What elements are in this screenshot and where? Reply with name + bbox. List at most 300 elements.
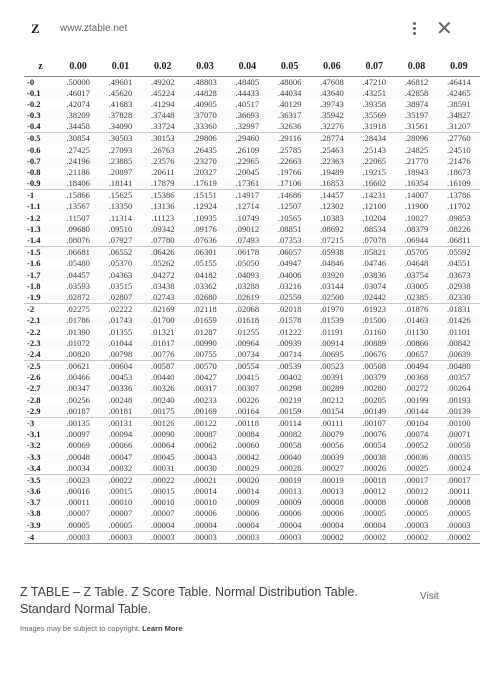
table-cell: .22663 (268, 156, 310, 167)
table-cell: .27425 (66, 144, 90, 155)
table-cell: .00587 (142, 360, 184, 372)
table-cell: .00914 (311, 338, 353, 349)
z-value-cell: -3.4 (24, 463, 57, 475)
table-cell: .00205 (362, 394, 387, 405)
table-row (24, 281, 480, 292)
table-cell: .23885 (99, 156, 141, 167)
table-cell: .00126 (150, 417, 175, 428)
table-cell: .20897 (108, 167, 133, 178)
table-cell: .45620 (99, 88, 141, 99)
table-cell: .16109 (438, 178, 480, 190)
table-cell: .00820 (57, 349, 99, 361)
table-cell: .21476 (438, 156, 480, 167)
table-cell: .00326 (142, 383, 184, 394)
z-value-cell: -2.6 (27, 372, 41, 383)
table-cell: .02018 (277, 304, 302, 315)
table-cell: .30153 (142, 133, 184, 145)
column-header: 0.04 (226, 58, 268, 76)
table-cell: .06426 (142, 247, 184, 259)
z-value-cell: -3.5 (24, 474, 57, 486)
table-cell: .05050 (235, 258, 260, 269)
table-cell: .09510 (99, 224, 141, 235)
table-cell: .00357 (447, 372, 471, 383)
table-cell: .39743 (320, 98, 344, 109)
table-cell: .00169 (184, 406, 226, 418)
learn-more-link[interactable]: Learn More (142, 624, 183, 633)
table-cell: .04272 (142, 269, 184, 280)
table-cell: .01072 (57, 338, 99, 349)
table-cell: .00114 (277, 417, 302, 428)
table-cell: .12302 (311, 201, 353, 212)
z-value-cell: -3.7 (24, 497, 57, 508)
table-cell: .00003 (395, 520, 437, 532)
table-row (24, 156, 480, 167)
z-value-cell: -1.8 (27, 280, 41, 291)
table-cell: .03288 (235, 280, 260, 291)
table-cell: .00003 (142, 531, 184, 543)
table-cell: .00026 (353, 463, 395, 475)
table-cell: .15625 (108, 190, 133, 201)
table-cell: .01287 (193, 326, 217, 337)
table-row (24, 486, 480, 497)
table-row (24, 531, 480, 543)
table-cell: .01390 (66, 326, 90, 337)
table-cell: .00005 (404, 508, 429, 519)
table-cell: .18141 (99, 178, 141, 190)
table-cell: .44034 (268, 88, 310, 99)
table-cell: .22065 (353, 156, 395, 167)
table-cell: .00010 (99, 497, 141, 508)
table-row (24, 76, 480, 88)
column-header: 0.03 (184, 58, 226, 76)
table-cell: .00005 (362, 508, 387, 519)
z-value-cell: -1.5 (24, 247, 57, 259)
table-cell: .31561 (395, 121, 437, 133)
table-cell: .00028 (268, 463, 310, 475)
z-value-cell: -3.6 (27, 485, 41, 496)
table-cell: .00002 (353, 531, 395, 543)
table-cell: .00097 (57, 429, 99, 440)
table-cell: .00003 (226, 531, 268, 543)
table-cell: .34458 (57, 121, 99, 133)
table-cell: .32997 (226, 121, 268, 133)
table-cell: .32636 (268, 121, 310, 133)
table-cell: .00042 (226, 451, 268, 462)
table-cell: .04551 (447, 258, 471, 269)
table-cell: .10565 (277, 212, 302, 223)
copyright-disclaimer (20, 624, 183, 633)
table-row (24, 167, 480, 178)
table-cell: .00079 (311, 429, 353, 440)
table-cell: .39358 (362, 98, 387, 109)
table-cell: .00016 (66, 485, 90, 496)
table-cell: .19489 (320, 167, 344, 178)
z-value-cell: -3.8 (27, 508, 41, 519)
table-cell: .00004 (311, 520, 353, 532)
table-row (24, 133, 480, 145)
table-cell: .00025 (395, 463, 437, 475)
table-cell: .02559 (268, 292, 310, 304)
table-cell: .03593 (66, 280, 90, 291)
table-row (24, 144, 480, 155)
table-cell: .00004 (268, 520, 310, 532)
table-cell: .00104 (404, 417, 429, 428)
table-cell: .11900 (395, 201, 437, 212)
table-cell: .00714 (268, 349, 310, 361)
table-cell: .00015 (108, 485, 133, 496)
z-value-cell: -2.9 (24, 406, 57, 418)
table-cell: .18943 (404, 167, 429, 178)
table-cell: .50000 (66, 76, 90, 87)
table-cell: .00004 (226, 520, 268, 532)
table-cell: .01463 (395, 315, 437, 326)
table-cell: .14686 (277, 190, 302, 201)
more-vert-icon[interactable] (407, 20, 421, 38)
table-cell: .00018 (353, 474, 395, 486)
table-cell: .40517 (235, 98, 260, 109)
z-value-cell: -3.3 (24, 451, 57, 462)
table-cell: .06178 (226, 247, 268, 259)
table-cell: .00032 (99, 463, 141, 475)
table-cell: .23270 (184, 156, 226, 167)
table-cell: .07927 (99, 235, 141, 247)
table-cell: .00069 (66, 440, 90, 451)
z-value-cell: -2.1 (24, 315, 57, 326)
table-cell: .00014 (193, 485, 217, 496)
table-cell: .34090 (99, 121, 141, 133)
table-cell: .01500 (353, 315, 395, 326)
table-cell: .13136 (142, 201, 184, 212)
table-cell: .00006 (277, 508, 302, 519)
table-cell: .00036 (395, 451, 437, 462)
table-cell: .38209 (57, 110, 99, 121)
table-cell: .00289 (311, 383, 353, 394)
table-cell: .00003 (268, 531, 310, 543)
table-cell: .00011 (447, 485, 471, 496)
table-cell: .00233 (193, 394, 217, 405)
table-cell: .26109 (235, 144, 260, 155)
table-cell: .00122 (193, 417, 217, 428)
table-cell: .09012 (226, 224, 268, 235)
table-cell: .00009 (268, 497, 310, 508)
table-cell: .01222 (277, 326, 302, 337)
table-header-row (24, 58, 480, 76)
table-cell: .01618 (226, 315, 268, 326)
table-cell: .00030 (184, 463, 226, 475)
table-cell: .08692 (311, 224, 353, 235)
table-cell: .15866 (66, 190, 90, 201)
table-cell: .05938 (311, 247, 353, 259)
table-cell: .00100 (447, 417, 471, 428)
table-row (24, 99, 480, 110)
table-cell: .00964 (226, 338, 268, 349)
table-row (24, 326, 480, 337)
table-cell: .00657 (395, 349, 437, 361)
visit-button[interactable]: Visit (420, 591, 439, 602)
table-cell: .15151 (193, 190, 217, 201)
z-value-cell: -0.3 (24, 110, 57, 121)
table-cell: .00889 (353, 338, 395, 349)
table-cell: .00004 (142, 520, 184, 532)
table-row (24, 88, 480, 99)
table-cell: .00135 (66, 417, 90, 428)
table-cell: .01743 (99, 315, 141, 326)
table-cell: .00007 (108, 508, 133, 519)
table-cell: .40129 (277, 98, 302, 109)
table-cell: .12100 (353, 201, 395, 212)
table-cell: .16602 (353, 178, 395, 190)
table-row (24, 508, 480, 519)
table-cell: .00017 (395, 474, 437, 486)
table-cell: .01659 (184, 315, 226, 326)
table-cell: .42858 (395, 88, 437, 99)
table-cell: .03438 (150, 280, 175, 291)
table-cell: .29460 (226, 133, 268, 145)
table-cell: .00066 (108, 440, 133, 451)
table-row (24, 224, 480, 235)
table-cell: .30854 (57, 133, 99, 145)
table-cell: .03836 (353, 269, 395, 280)
z-value-cell: -1.4 (24, 235, 57, 247)
table-cell: .00023 (57, 474, 99, 486)
table-cell: .08534 (353, 224, 395, 235)
table-cell: .00181 (99, 406, 141, 418)
table-cell: .00031 (142, 463, 184, 475)
table-cell: .00199 (404, 394, 429, 405)
table-cell: .13786 (447, 190, 471, 201)
table-cell: .00755 (184, 349, 226, 361)
table-cell: .06552 (99, 247, 141, 259)
table-cell: .00939 (268, 338, 310, 349)
table-cell: .02938 (447, 280, 471, 291)
table-cell: .01355 (108, 326, 133, 337)
table-cell: .02680 (184, 292, 226, 304)
table-row (24, 497, 480, 508)
table-row (24, 360, 480, 372)
table-cell: .02275 (66, 304, 90, 315)
table-cell: .22363 (311, 156, 353, 167)
table-cell: .45224 (142, 88, 184, 99)
table-cell: .00175 (142, 406, 184, 418)
table-cell: .00014 (235, 485, 260, 496)
table-cell: .23576 (142, 156, 184, 167)
table-cell: .13567 (57, 201, 99, 212)
table-cell: .00087 (184, 429, 226, 440)
table-cell: .41683 (108, 98, 133, 109)
table-cell: .11123 (151, 212, 175, 223)
table-cell: .01191 (320, 326, 344, 337)
table-cell: .01130 (404, 326, 429, 337)
table-cell: .04846 (320, 258, 344, 269)
z-value-cell: -2.2 (27, 326, 41, 337)
table-row (24, 213, 480, 224)
table-cell: .02807 (99, 292, 141, 304)
table-cell: .33360 (184, 121, 226, 133)
table-cell: .00010 (142, 497, 184, 508)
table-row (24, 395, 480, 406)
table-cell: .00050 (447, 440, 471, 451)
table-cell: .43251 (353, 88, 395, 99)
table-cell: .00240 (150, 394, 175, 405)
table-row (24, 429, 480, 440)
table-cell: .44433 (226, 88, 268, 99)
site-favicon-icon: Z (31, 21, 40, 36)
table-cell: .00131 (108, 417, 133, 428)
z-table-image[interactable] (24, 58, 480, 548)
z-column-header: z (24, 58, 57, 76)
table-cell: .01923 (362, 304, 387, 315)
table-cell: .35942 (311, 110, 353, 121)
table-cell: .10383 (320, 212, 344, 223)
table-cell: .00058 (277, 440, 302, 451)
z-value-cell: -0.4 (24, 121, 57, 133)
table-cell: .00842 (438, 338, 480, 349)
table-cell: .03005 (404, 280, 429, 291)
table-cell: .02872 (57, 292, 99, 304)
table-cell: .00008 (395, 497, 437, 508)
table-cell: .00317 (184, 383, 226, 394)
table-cell: .37070 (184, 110, 226, 121)
table-cell: .27093 (108, 144, 133, 155)
table-body (24, 76, 480, 543)
table-cell: .00480 (438, 360, 480, 372)
z-value-cell: -4 (24, 531, 57, 543)
table-cell: .46812 (404, 76, 429, 87)
table-cell: .15386 (150, 190, 175, 201)
table-cell: .00003 (438, 520, 480, 532)
table-cell: .00539 (268, 360, 310, 372)
table-cell: .30503 (99, 133, 141, 145)
table-cell: .00159 (268, 406, 310, 418)
table-cell: .04363 (99, 269, 141, 280)
table-cell: .25143 (362, 144, 387, 155)
table-cell: .03074 (362, 280, 387, 291)
table-cell: .01426 (438, 315, 480, 326)
table-cell: .10027 (404, 212, 429, 223)
table-cell: .00009 (226, 497, 268, 508)
table-cell: .00071 (438, 429, 480, 440)
table-row (24, 463, 480, 475)
table-cell: .00020 (226, 474, 268, 486)
table-cell: .47608 (320, 76, 344, 87)
close-icon[interactable]: ✕ (436, 18, 453, 40)
table-cell: .00554 (226, 360, 268, 372)
table-cell: .03515 (108, 280, 133, 291)
column-header: 0.08 (395, 58, 437, 76)
table-cell: .46017 (57, 88, 99, 99)
table-cell: .07353 (268, 235, 310, 247)
column-header: 0.02 (142, 58, 184, 76)
table-cell: .00453 (108, 372, 133, 383)
table-row (24, 258, 480, 269)
table-cell: .20327 (193, 167, 217, 178)
table-cell: .25463 (320, 144, 344, 155)
table-cell: .19215 (362, 167, 387, 178)
table-cell: .16354 (395, 178, 437, 190)
table-row (24, 474, 480, 486)
column-header: 0.06 (311, 58, 353, 76)
z-value-cell: -0.1 (24, 88, 57, 99)
table-cell: .00866 (395, 338, 437, 349)
table-row (24, 110, 480, 121)
table-cell: .33724 (142, 121, 184, 133)
table-cell: .16853 (311, 178, 353, 190)
table-cell: .00427 (193, 372, 217, 383)
table-cell: .35197 (395, 110, 437, 121)
table-cell: .03920 (311, 269, 353, 280)
z-value-cell: -0.8 (27, 167, 41, 178)
table-cell: .28774 (311, 133, 353, 145)
image-caption[interactable]: Z TABLE – Z Table. Z Score Table. Normal Distribution Table. Standard Normal Table. (20, 585, 358, 616)
table-cell: .00019 (268, 474, 310, 486)
table-row (24, 292, 480, 304)
table-cell: .01160 (362, 326, 386, 337)
table-cell: .44828 (184, 88, 226, 99)
table-cell: .00219 (277, 394, 302, 405)
table-cell: .09680 (57, 224, 99, 235)
table-cell: .00005 (57, 520, 99, 532)
z-value-cell: -1 (27, 190, 35, 201)
table-cell: .28096 (395, 133, 437, 145)
table-cell: .00280 (353, 383, 395, 394)
table-cell: .00466 (66, 372, 90, 383)
table-cell: .00082 (268, 429, 310, 440)
table-cell: .00002 (438, 531, 480, 543)
table-cell: .28434 (353, 133, 395, 145)
table-cell: .04648 (404, 258, 429, 269)
table-cell: .01970 (320, 304, 344, 315)
table-cell: .01786 (57, 315, 99, 326)
z-value-cell: -1.6 (27, 258, 41, 269)
table-cell: .00144 (395, 406, 437, 418)
table-cell: .12714 (226, 201, 268, 212)
table-cell: .00347 (57, 383, 99, 394)
table-row (24, 178, 480, 190)
table-cell: .00027 (311, 463, 353, 475)
table-cell: .48405 (235, 76, 260, 87)
table-cell: .18406 (57, 178, 99, 190)
table-cell: .00084 (226, 429, 268, 440)
table-cell: .26435 (193, 144, 217, 155)
table-cell: .24825 (404, 144, 429, 155)
table-cell: .00022 (99, 474, 141, 486)
z-value-cell: -1.3 (24, 224, 57, 235)
table-row (24, 440, 480, 451)
table-cell: .14231 (362, 190, 387, 201)
table-cell: .00003 (184, 531, 226, 543)
table-cell: .00193 (447, 394, 471, 405)
table-cell: .00048 (57, 451, 99, 462)
table-cell: .07493 (226, 235, 268, 247)
table-cell: .04182 (184, 269, 226, 280)
z-value-cell: -1.9 (24, 292, 57, 304)
table-cell: .00139 (438, 406, 480, 418)
z-value-cell: -0.7 (24, 156, 57, 167)
table-cell: .00402 (277, 372, 302, 383)
table-cell: .49601 (108, 76, 133, 87)
table-cell: .00149 (353, 406, 395, 418)
table-cell: .00056 (320, 440, 344, 451)
table-cell: .00040 (268, 451, 310, 462)
table-cell: .03673 (438, 269, 480, 280)
table-cell: .00017 (438, 474, 480, 486)
site-url[interactable]: www.ztable.net (60, 23, 128, 34)
table-cell: .00111 (320, 417, 344, 428)
table-cell: .01831 (447, 304, 471, 315)
table-cell: .00003 (99, 531, 141, 543)
table-cell: .06681 (57, 247, 99, 259)
table-cell: .00798 (99, 349, 141, 361)
